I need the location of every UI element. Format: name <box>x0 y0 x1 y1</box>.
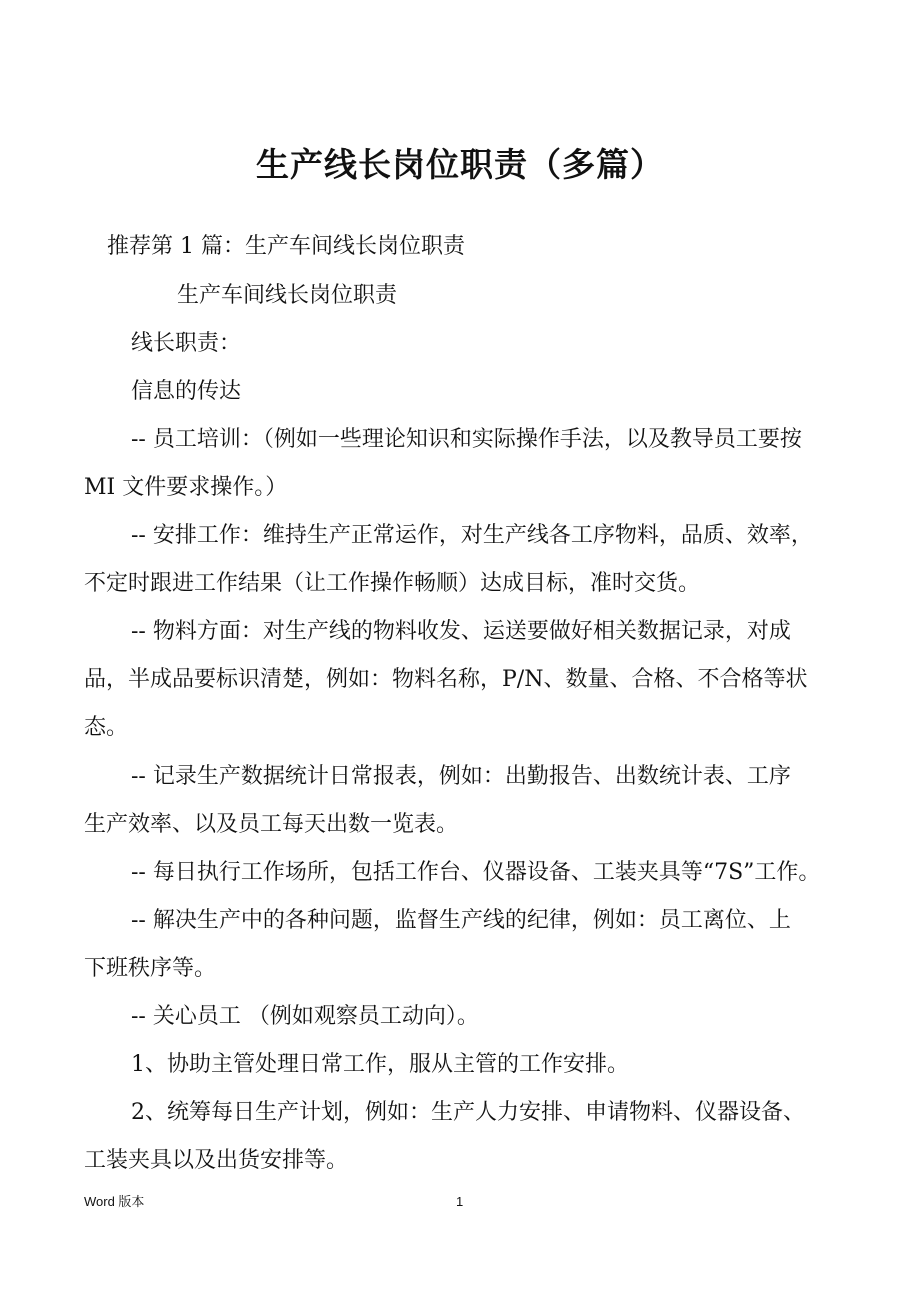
document-title: 生产线长岗位职责（多篇） <box>256 145 664 184</box>
paragraph-line: -- 解决生产中的各种问题，监督生产线的纪律，例如：员工离位、上 <box>131 908 791 933</box>
paragraph-line: 2、统筹每日生产计划，例如：生产人力安排、申请物料、仪器设备、 <box>131 1100 805 1125</box>
paragraph-line: 生产效率、以及员工每天出数一览表。 <box>84 812 459 837</box>
page-number: 1 <box>456 1194 464 1209</box>
recommendation-heading: 推荐第 1 篇：生产车间线长岗位职责 <box>107 234 465 259</box>
paragraph-line: -- 物料方面：对生产线的物料收发、运送要做好相关数据记录，对成 <box>131 619 791 644</box>
paragraph-line: 线长职责： <box>131 331 242 356</box>
paragraph-line: 品，半成品要标识清楚，例如：物料名称，P/N、数量、合格、不合格等状 <box>84 667 808 692</box>
paragraph-line: 1、协助主管处理日常工作，服从主管的工作安排。 <box>131 1052 629 1077</box>
paragraph-line: -- 员工培训：（例如一些理论知识和实际操作手法，以及教导员工要按 <box>131 427 802 452</box>
paragraph-line: 态。 <box>84 715 129 740</box>
footer-version-label: Word 版本 <box>84 1194 145 1209</box>
paragraph-line: -- 每日执行工作场所，包括工作台、仪器设备、工装夹具等“7S”工作。 <box>131 860 821 885</box>
paragraph-line: 工装夹具以及出货安排等。 <box>84 1148 349 1173</box>
paragraph-line: 信息的传达 <box>131 379 242 404</box>
paragraph-line: -- 安排工作：维持生产正常运作，对生产线各工序物料，品质、效率， <box>131 523 813 548</box>
paragraph-line: 不定时跟进工作结果（让工作操作畅顺）达成目标，准时交货。 <box>84 571 701 596</box>
section-heading: 生产车间线长岗位职责 <box>177 283 398 308</box>
paragraph-line: MI 文件要求操作。） <box>84 475 288 500</box>
paragraph-line: -- 关心员工 （例如观察员工动向）。 <box>131 1004 479 1029</box>
paragraph-line: 下班秩序等。 <box>84 956 217 981</box>
paragraph-line: -- 记录生产数据统计日常报表，例如：出勤报告、出数统计表、工序 <box>131 764 791 789</box>
